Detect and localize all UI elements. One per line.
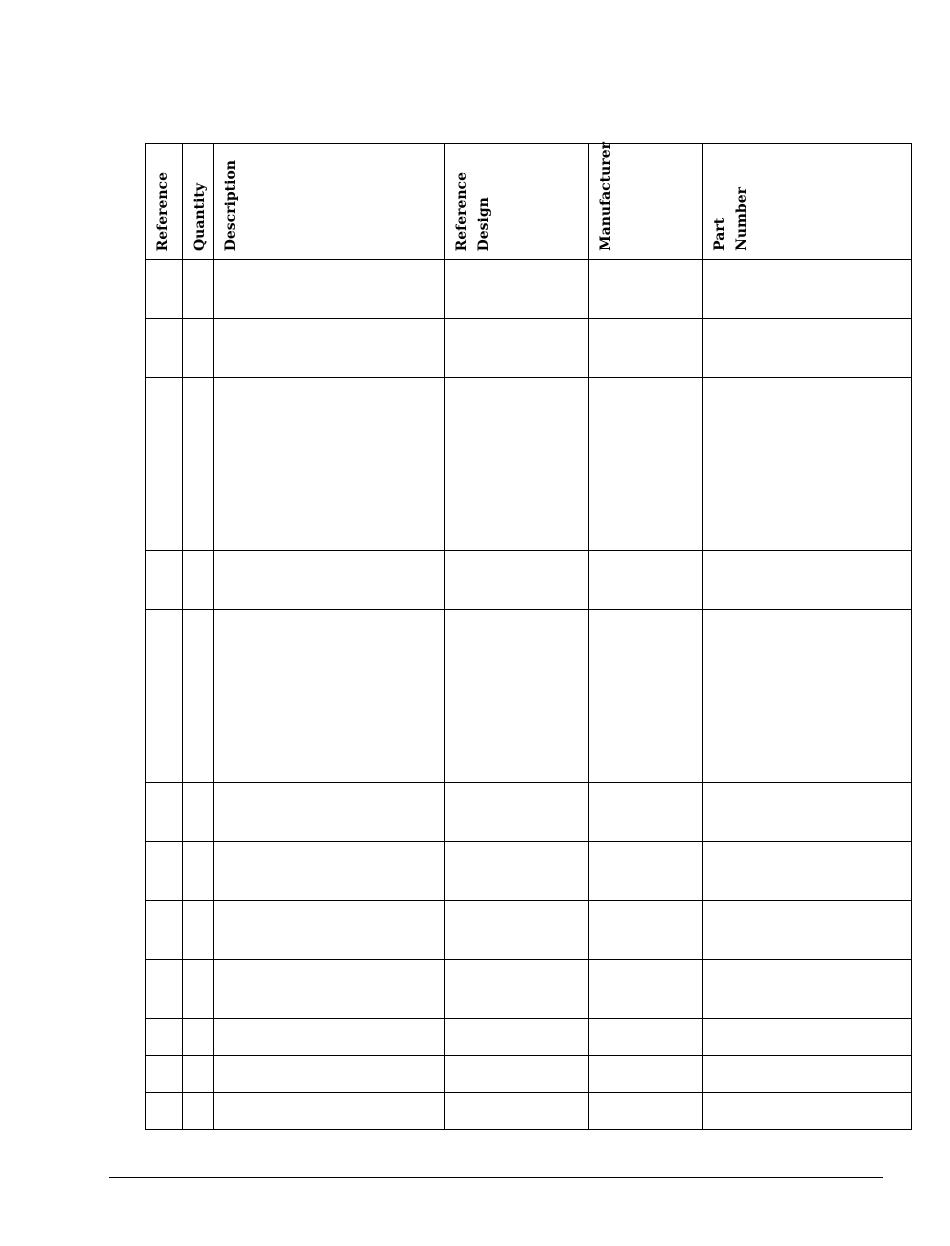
cell-part-number [703, 1019, 912, 1056]
cell-reference [146, 378, 183, 551]
cell-reference [146, 842, 183, 901]
column-header-label: Part Number [712, 187, 750, 251]
cell-reference [146, 901, 183, 960]
cell-manufacturer [589, 1093, 703, 1130]
cell-description [214, 901, 445, 960]
cell-part-number [703, 378, 912, 551]
column-header-reference [146, 144, 183, 260]
cell-description [214, 319, 445, 378]
table-row [146, 960, 912, 1019]
cell-part-number [703, 610, 912, 783]
cell-reference-design [445, 960, 589, 1019]
cell-description [214, 1056, 445, 1093]
cell-manufacturer [589, 842, 703, 901]
bill-of-materials-table [145, 143, 912, 1130]
cell-reference-design [445, 1093, 589, 1130]
cell-manufacturer [589, 783, 703, 842]
cell-description [214, 378, 445, 551]
column-header-label: Reference Design [454, 171, 492, 251]
column-header-label: Quantity [192, 182, 208, 251]
cell-reference [146, 960, 183, 1019]
cell-manufacturer [589, 378, 703, 551]
cell-quantity [183, 960, 214, 1019]
cell-description [214, 960, 445, 1019]
cell-quantity [183, 551, 214, 610]
column-header-label: Manufacturer [598, 142, 614, 251]
header-row [146, 144, 912, 260]
cell-reference [146, 1019, 183, 1056]
cell-reference-design [445, 842, 589, 901]
cell-reference-design [445, 610, 589, 783]
column-header-label: Description [223, 159, 239, 251]
cell-part-number [703, 783, 912, 842]
cell-manufacturer [589, 610, 703, 783]
cell-description [214, 783, 445, 842]
cell-quantity [183, 610, 214, 783]
table-row [146, 1056, 912, 1093]
column-header-quantity [183, 144, 214, 260]
cell-reference-design [445, 260, 589, 319]
cell-quantity [183, 1019, 214, 1056]
cell-quantity [183, 1056, 214, 1093]
cell-part-number [703, 842, 912, 901]
cell-manufacturer [589, 901, 703, 960]
table-row [146, 610, 912, 783]
table-body [146, 260, 912, 1130]
table-row [146, 378, 912, 551]
cell-reference [146, 1056, 183, 1093]
table-row [146, 842, 912, 901]
cell-manufacturer [589, 319, 703, 378]
cell-description [214, 610, 445, 783]
table-row [146, 1093, 912, 1130]
cell-manufacturer [589, 1019, 703, 1056]
table-row [146, 783, 912, 842]
cell-manufacturer [589, 1056, 703, 1093]
cell-reference [146, 783, 183, 842]
cell-reference [146, 551, 183, 610]
table-row [146, 1019, 912, 1056]
cell-manufacturer [589, 960, 703, 1019]
cell-reference [146, 610, 183, 783]
cell-part-number [703, 1056, 912, 1093]
cell-quantity [183, 378, 214, 551]
cell-manufacturer [589, 260, 703, 319]
cell-reference-design [445, 1019, 589, 1056]
cell-manufacturer [589, 551, 703, 610]
cell-quantity [183, 901, 214, 960]
cell-part-number [703, 260, 912, 319]
cell-description [214, 260, 445, 319]
cell-part-number [703, 319, 912, 378]
cell-description [214, 551, 445, 610]
cell-reference [146, 1093, 183, 1130]
cell-part-number [703, 551, 912, 610]
cell-part-number [703, 901, 912, 960]
cell-quantity [183, 842, 214, 901]
cell-part-number [703, 960, 912, 1019]
footer-rule [109, 1177, 883, 1178]
cell-reference-design [445, 783, 589, 842]
cell-reference [146, 319, 183, 378]
cell-description [214, 1019, 445, 1056]
cell-quantity [183, 783, 214, 842]
column-header-part-number [703, 144, 912, 260]
table-row [146, 901, 912, 960]
cell-reference-design [445, 1056, 589, 1093]
cell-part-number [703, 1093, 912, 1130]
cell-reference-design [445, 378, 589, 551]
cell-description [214, 842, 445, 901]
table-row [146, 551, 912, 610]
cell-reference-design [445, 551, 589, 610]
column-header-reference-design [445, 144, 589, 260]
table-row [146, 260, 912, 319]
column-header-manufacturer [589, 144, 703, 260]
cell-reference [146, 260, 183, 319]
cell-reference-design [445, 319, 589, 378]
column-header-description [214, 144, 445, 260]
cell-reference-design [445, 901, 589, 960]
cell-description [214, 1093, 445, 1130]
cell-quantity [183, 1093, 214, 1130]
cell-quantity [183, 319, 214, 378]
column-header-label: Reference [155, 171, 171, 251]
cell-quantity [183, 260, 214, 319]
table-row [146, 319, 912, 378]
